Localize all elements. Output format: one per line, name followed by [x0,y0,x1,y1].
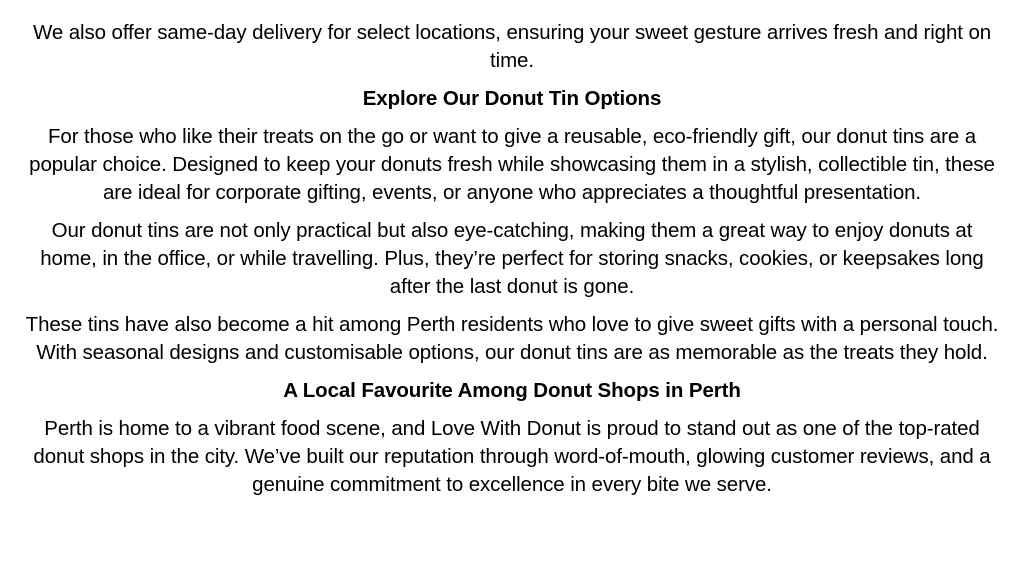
heading-donut-tins: Explore Our Donut Tin Options [362,87,662,110]
tins-paragraph-1: For those who like their treats on the go or want to give a reusable, eco-friendly gift, our donut tins are a popular choice. Designed to keep your donuts fresh while showcasing them in a stylish, collectible tin, these are ideal for corporate gifting, events, or anyone who appreciates a thoughtful presentation. [29,125,995,204]
intro-paragraph: We also offer same-day delivery for select locations, ensuring your sweet gesture arrives fresh and right on time. [32,21,992,72]
tins-paragraph-3: These tins have also become a hit among Perth residents who love to give sweet gifts with a personal touch. With seasonal designs and customisable options, our donut tins are as memorable as the treats they hold. [25,313,999,364]
local-paragraph: Perth is home to a vibrant food scene, and Love With Donut is proud to stand out as one of the top-rated donut shops in the city. We’ve built our reputation through word-of-mouth, glowing customer reviews, and a genuine commitment to excellence in every bite we serve. [33,417,991,496]
tins-paragraph-2: Our donut tins are not only practical but also eye-catching, making them a great way to enjoy donuts at home, in the office, or while travelling. Plus, they’re perfect for storing snacks, cookies, or keepsakes long after the last donut is gone. [40,219,984,298]
heading-local-favourite: A Local Favourite Among Donut Shops in Perth [283,379,741,402]
